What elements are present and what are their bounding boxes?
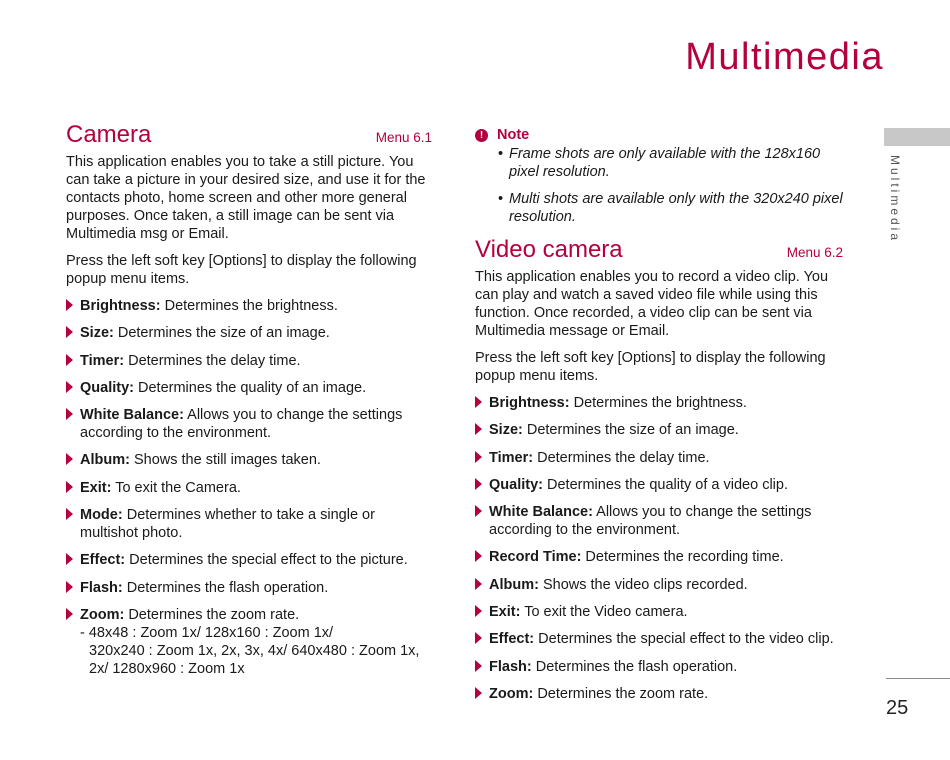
list-item	[475, 394, 843, 412]
note-item	[475, 190, 843, 226]
item-term: White Balance:	[489, 504, 593, 521]
note-item	[475, 145, 843, 181]
list-item	[66, 606, 432, 678]
item-desc: Determines the delay time.	[533, 449, 710, 466]
arrow-bullet-icon	[66, 581, 73, 593]
camera-section	[66, 121, 432, 687]
arrow-bullet-icon	[66, 299, 73, 311]
arrow-bullet-icon	[66, 453, 73, 465]
list-item	[66, 297, 432, 315]
item-term: Size:	[80, 325, 114, 342]
arrow-bullet-icon	[475, 632, 482, 644]
list-item	[66, 324, 432, 342]
item-term: Timer:	[489, 449, 534, 466]
note-text: Multi shots are available only with the 320x240 pixel resolution.	[509, 191, 843, 225]
note-label: Note	[497, 127, 530, 143]
video-header	[475, 236, 843, 263]
item-desc: Determines the quality of an image.	[133, 379, 367, 396]
camera-press-options: Press the left soft key [Options] to display the following popup menu items.	[66, 253, 417, 287]
list-item	[66, 479, 432, 497]
list-item	[66, 579, 432, 597]
zoom-detail-line: 320x240 : Zoom 1x, 2x, 3x, 4x/ 640x480 : Zoom 1x, 2x/ 1280x960 : Zoom 1x	[89, 642, 420, 677]
side-label: Multimedia	[888, 155, 902, 244]
item-term: Brightness:	[80, 298, 161, 314]
list-item	[475, 685, 843, 703]
item-term: Zoom:	[489, 685, 534, 702]
item-desc: Determines the special effect to the picture.	[125, 552, 408, 569]
arrow-bullet-icon	[66, 326, 73, 338]
note-text: Frame shots are only available with the 128x160 pixel resolution.	[509, 146, 821, 180]
arrow-bullet-icon	[475, 423, 482, 435]
item-term: Flash:	[80, 579, 123, 596]
arrow-bullet-icon	[475, 505, 482, 517]
list-item	[475, 576, 843, 594]
item-desc: Determines the size of an image.	[113, 325, 330, 342]
item-desc: Allows you to change the settings according to the environment.	[80, 407, 403, 442]
item-desc: Determines the delay time.	[124, 352, 301, 369]
item-desc: Determines the special effect to the video clip.	[534, 631, 834, 648]
arrow-bullet-icon	[475, 578, 482, 590]
arrow-bullet-icon	[66, 553, 73, 565]
item-term: Quality:	[489, 476, 543, 493]
item-desc: Determines the size of an image.	[522, 422, 739, 439]
arrow-bullet-icon	[66, 354, 73, 366]
note-list	[475, 145, 843, 226]
page-number: 25	[886, 697, 909, 719]
arrow-bullet-icon	[66, 508, 73, 520]
item-term: Brightness:	[489, 395, 570, 411]
item-term: Effect:	[489, 631, 535, 648]
item-desc: To exit the Camera.	[111, 479, 241, 496]
camera-menu-number: Menu 6.1	[375, 130, 432, 145]
page-number-divider	[886, 678, 950, 679]
list-item	[475, 603, 843, 621]
arrow-bullet-icon	[475, 451, 482, 463]
list-item	[66, 352, 432, 370]
list-item	[475, 449, 843, 467]
video-title: Video camera	[475, 236, 623, 263]
item-desc: Determines the recording time.	[581, 549, 784, 566]
arrow-bullet-icon	[475, 478, 482, 490]
zoom-detail-line: - 48x48 : Zoom 1x/ 128x160 : Zoom 1x/	[80, 624, 334, 641]
arrow-bullet-icon	[475, 687, 482, 699]
video-menu-number: Menu 6.2	[786, 245, 843, 260]
warning-icon: !	[475, 129, 488, 142]
list-item	[66, 406, 432, 442]
item-desc: Shows the still images taken.	[129, 452, 321, 469]
arrow-bullet-icon	[66, 608, 73, 620]
list-item	[475, 503, 843, 539]
item-term: Timer:	[80, 352, 125, 369]
item-term: Quality:	[80, 379, 134, 396]
video-menu-list	[475, 394, 843, 703]
item-term: Effect:	[80, 552, 126, 569]
arrow-bullet-icon	[66, 481, 73, 493]
item-term: Flash:	[489, 658, 532, 675]
side-tab	[884, 128, 950, 146]
item-term: Album:	[489, 576, 539, 593]
page-title: Multimedia	[685, 36, 884, 78]
camera-menu-list	[66, 297, 432, 678]
item-desc: Determines the brightness.	[569, 395, 747, 411]
item-desc: Determines whether to take a single or multishot photo.	[80, 507, 375, 542]
arrow-bullet-icon	[475, 605, 482, 617]
item-desc: Allows you to change the settings according to the environment.	[489, 504, 812, 539]
arrow-bullet-icon	[66, 381, 73, 393]
zoom-detail	[80, 624, 432, 678]
list-item	[66, 451, 432, 469]
item-term: Mode:	[80, 507, 123, 524]
list-item	[475, 548, 843, 566]
item-term: Zoom:	[80, 606, 125, 623]
item-term: Exit:	[489, 604, 521, 621]
list-item	[475, 658, 843, 676]
item-desc: Determines the quality of a video clip.	[542, 476, 788, 493]
list-item	[66, 551, 432, 569]
item-desc: Determines the brightness.	[160, 298, 338, 314]
list-item	[475, 421, 843, 439]
arrow-bullet-icon	[475, 396, 482, 408]
arrow-bullet-icon	[475, 660, 482, 672]
item-term: Record Time:	[489, 549, 582, 566]
camera-intro: This application enables you to take a still picture. You can take a picture in your desired size, and use it for the contacts photo, home screen and other more general purposes. Once taken, a still image can be sent via Multimedia msg or Email.	[66, 154, 426, 242]
item-desc: Determines the flash operation.	[122, 579, 329, 596]
camera-header	[66, 121, 432, 148]
item-term: Album:	[80, 452, 130, 469]
bullet-icon: •	[498, 146, 504, 162]
video-press-options: Press the left soft key [Options] to display the following popup menu items.	[475, 350, 826, 384]
item-term: White Balance:	[80, 407, 184, 424]
list-item	[475, 630, 843, 648]
camera-title: Camera	[66, 121, 152, 148]
note-header	[475, 126, 843, 144]
list-item	[66, 506, 432, 542]
right-column	[475, 126, 843, 712]
arrow-bullet-icon	[475, 550, 482, 562]
bullet-icon: •	[498, 191, 504, 207]
item-desc: To exit the Video camera.	[520, 604, 688, 621]
arrow-bullet-icon	[66, 408, 73, 420]
item-term: Size:	[489, 422, 523, 439]
list-item	[475, 476, 843, 494]
item-desc: Determines the zoom rate.	[124, 606, 300, 623]
video-intro: This application enables you to record a video clip. You can play and watch a saved video file while using this function. Once recorded, a video clip can be sent via Multimedia message or Email.	[475, 269, 829, 339]
item-desc: Shows the video clips recorded.	[538, 576, 748, 593]
list-item	[66, 379, 432, 397]
item-desc: Determines the zoom rate.	[533, 685, 709, 702]
item-term: Exit:	[80, 479, 112, 496]
item-desc: Determines the flash operation.	[531, 658, 738, 675]
